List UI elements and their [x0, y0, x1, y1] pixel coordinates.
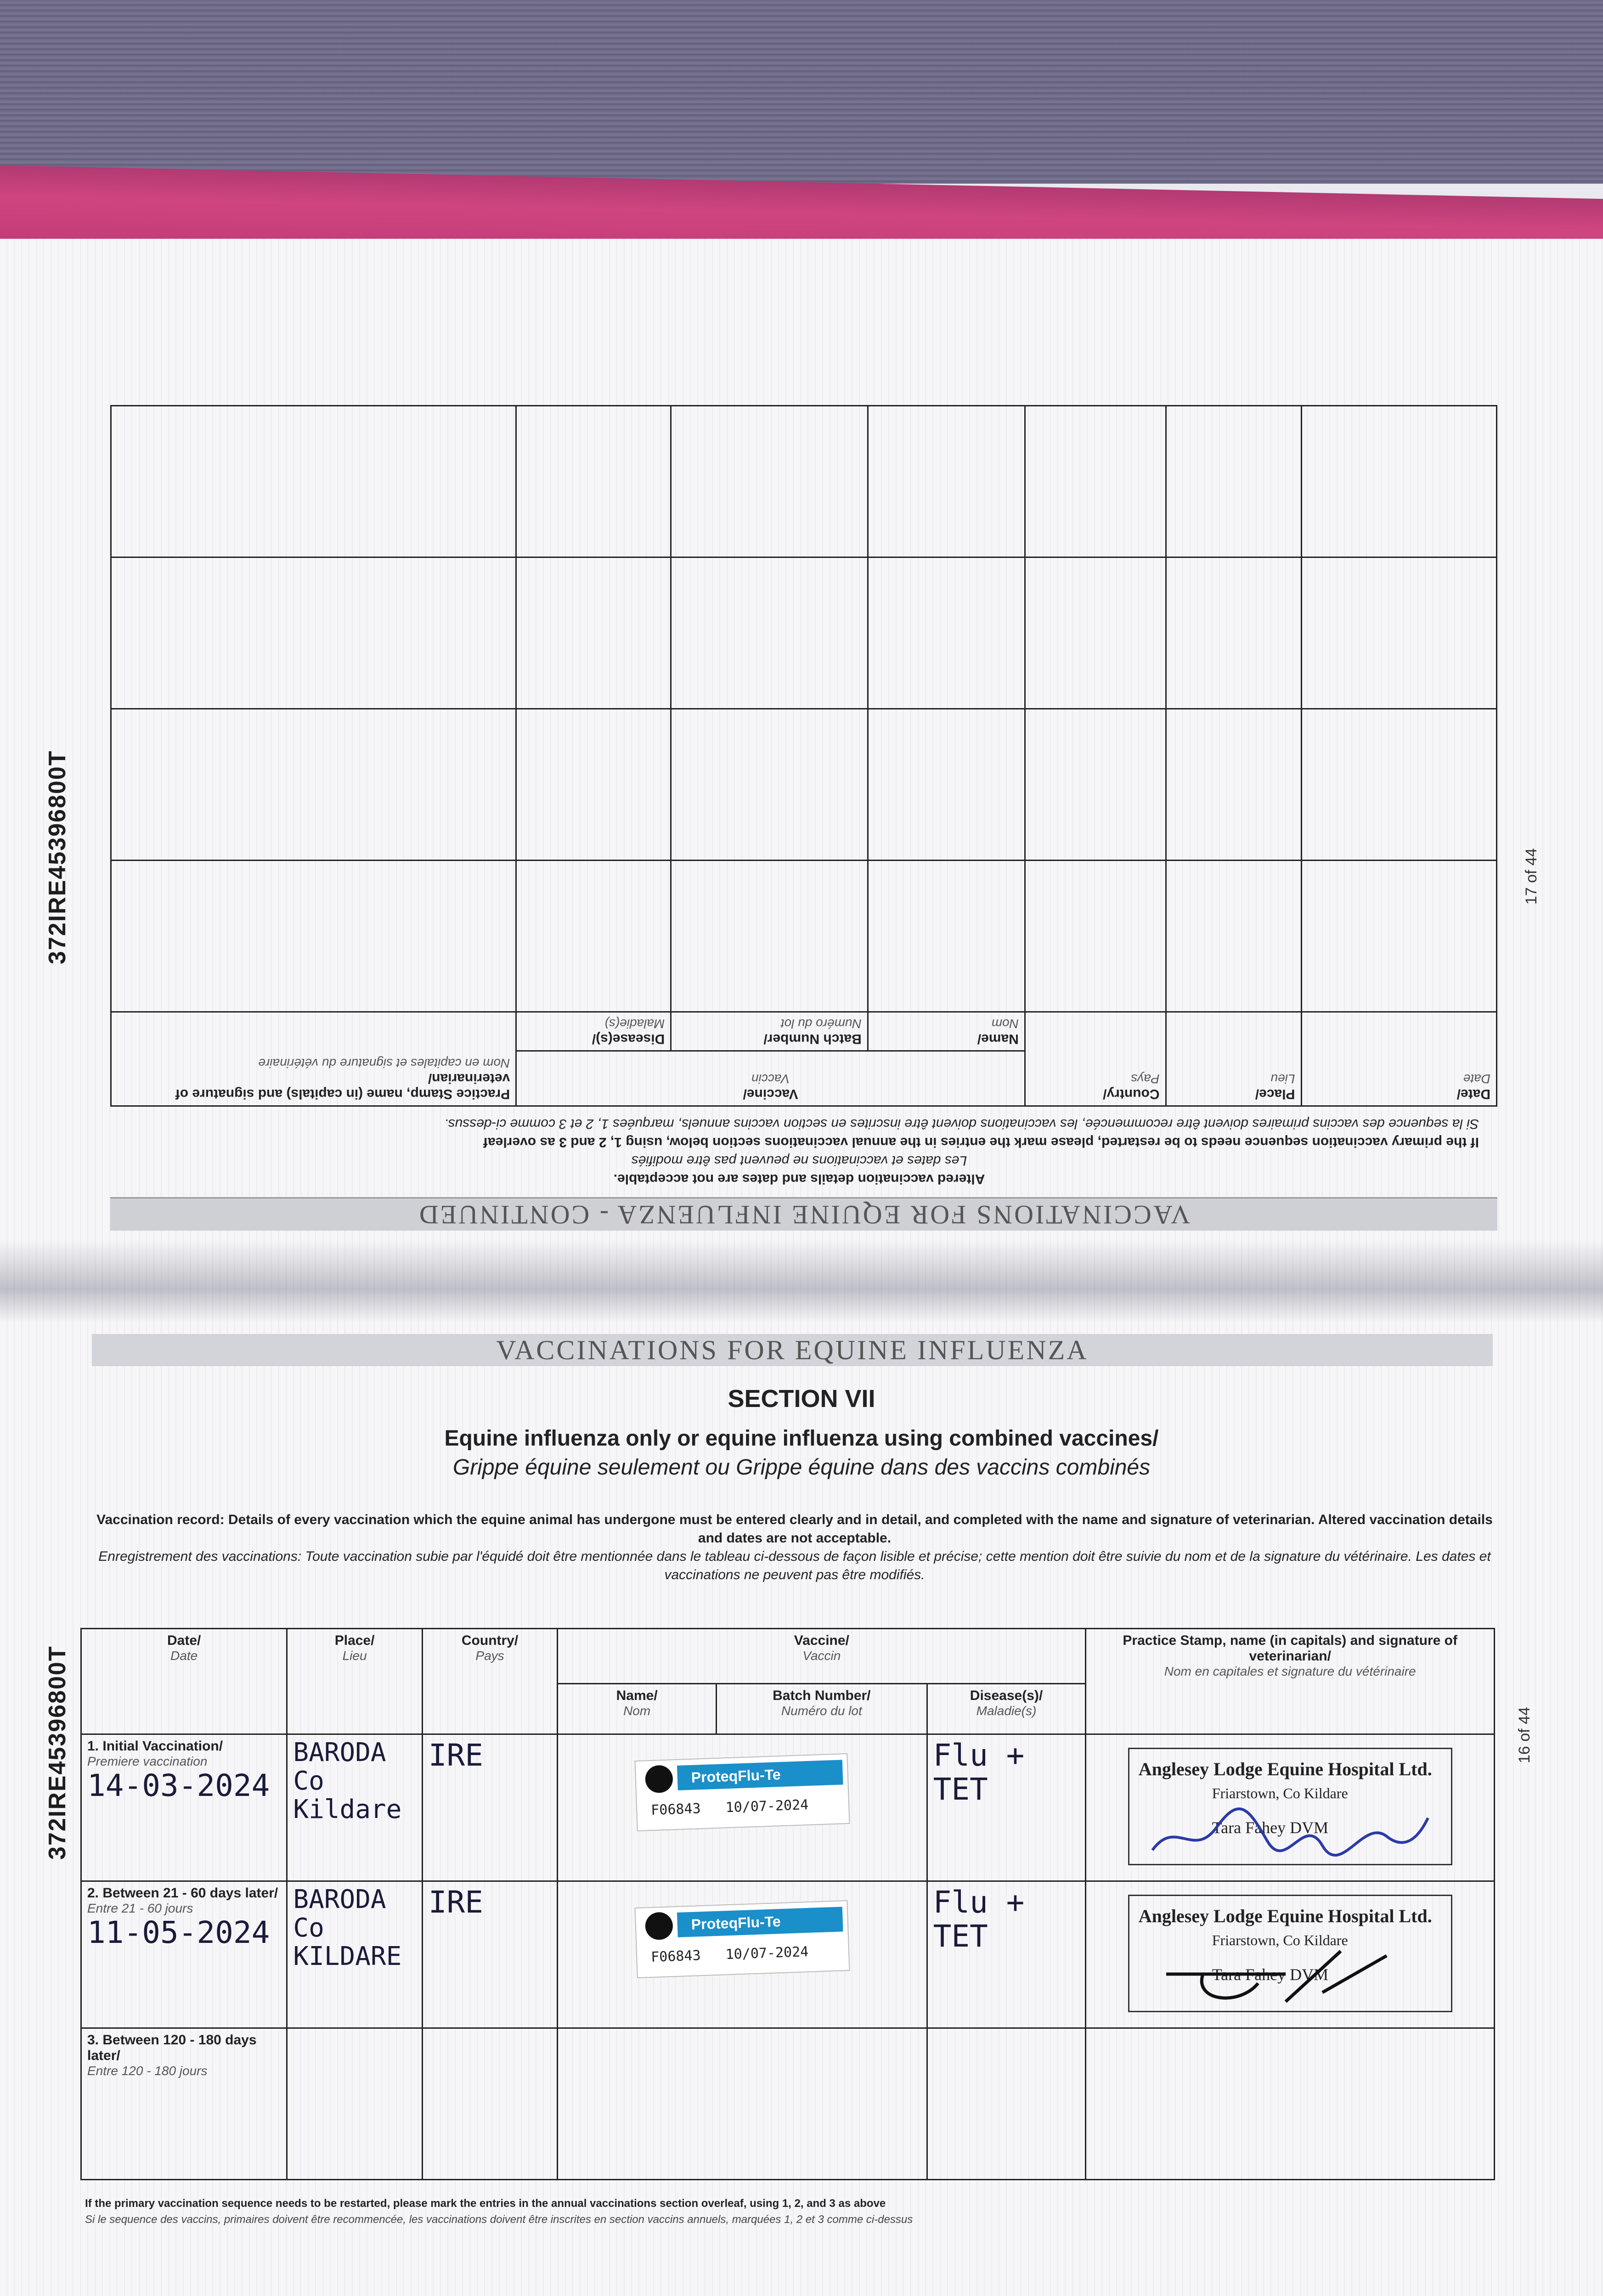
passport-cover	[0, 0, 1603, 184]
th-batch: Batch Number/ Numéro du lot	[671, 1012, 868, 1051]
th-name: Name/ Nom	[558, 1684, 717, 1734]
bottom-page-id-code: 372IRE45396800T	[44, 1645, 71, 1860]
th-vaccine: Vaccine/ Vaccin	[558, 1629, 1086, 1684]
top-page-content	[92, 294, 1507, 1240]
row1-date: 14-03-2024	[87, 1768, 270, 1803]
th-country: Country/ Pays	[1025, 1012, 1166, 1106]
note-altered-fr: Les dates et vaccinations ne peuvent pas être modifiés	[631, 1153, 967, 1168]
top-page-id-code: 372IRE45396800T	[44, 750, 71, 964]
bottom-page-number: 16 of 44	[1516, 1707, 1533, 1763]
vaccination-table	[80, 1628, 1495, 2180]
page-fold	[0, 1240, 1603, 1322]
row1-stamp-cell	[1086, 1734, 1495, 1881]
table-row	[111, 406, 1497, 557]
vaccine-logo-icon	[645, 1912, 673, 1940]
vet-practice-stamp: Anglesey Lodge Equine Hospital Ltd. Friarstown, Co Kildare Tara Fahey DVM	[1128, 1748, 1452, 1865]
th-name: Name/ Nom	[868, 1012, 1025, 1051]
th-stamp: Practice Stamp, name (in capitals) and signature of veterinarian/ Nom en capitales et signature du vétérinaire	[111, 1012, 516, 1106]
note-restart-en: If the primary vaccination sequence needs to be restarted, please mark the entries in the annual vaccinations section below, using 1, 2 and 3 as overleaf	[483, 1135, 1479, 1150]
th-place: Place/ Lieu	[1166, 1012, 1301, 1106]
top-page-banner: VACCINATIONS FOR EQUINE INFLUENZA - CONTINUED	[110, 1197, 1497, 1231]
row2-date: 11-05-2024	[87, 1915, 270, 1950]
row1-country-cell: IRE	[422, 1734, 557, 1881]
row1-disease-cell: Flu + TET	[927, 1734, 1086, 1881]
footer-note-fr: Si le sequence des vaccins, primaires doivent être recommencée, les vaccinations doivent être inscrites en section vaccins annuels, marquées 1, 2 et 3 comme ci-dessus	[85, 2213, 913, 2226]
th-date: Date/ Date	[81, 1629, 287, 1734]
row2-vaccine-cell	[558, 1881, 927, 2028]
th-place: Place/ Lieu	[287, 1629, 422, 1734]
row2-date-cell: 2. Between 21 - 60 days later/ Entre 21 - 60 jours 11-05-2024	[81, 1881, 287, 2028]
row2-disease-cell: Flu + TET	[927, 1881, 1086, 2028]
vet-signature	[1148, 1800, 1433, 1859]
table-row	[81, 2028, 1495, 2180]
th-stamp: Practice Stamp, name (in capitals) and signature of veterinarian/ Nom en capitales et signature du vétérinaire	[1086, 1629, 1495, 1734]
row2-place-cell: BARODA Co KILDARE	[287, 1881, 422, 2028]
row2-vaccine-sticker: ProteqFlu-Te F06843 10/07-2024	[634, 1900, 850, 1978]
subtitle-en: Equine influenza only or equine influenza using combined vaccines/	[444, 1426, 1159, 1451]
table-row	[81, 1881, 1495, 2028]
table-row	[111, 709, 1497, 861]
top-page-number: 17 of 44	[1523, 848, 1540, 905]
section-title: SECTION VII	[728, 1385, 875, 1412]
th-disease: Disease(s)/ Maladie(s)	[516, 1012, 671, 1051]
th-disease: Disease(s)/ Maladie(s)	[927, 1684, 1086, 1734]
footer-note-en: If the primary vaccination sequence needs to be restarted, please mark the entries in the annual vaccinations section overleaf, using 1, 2, and 3 as above	[85, 2197, 886, 2210]
note-altered-en: Altered vaccination details and dates are not acceptable.	[613, 1171, 985, 1187]
note-restart-fr: Si la sequence des vaccins primaires doivent être recommencée, les vaccinations doivent être inscrites en section vaccins annuels, marquées 1, 2 et 3 comme ci-dessus.	[444, 1116, 1479, 1131]
record-instructions-fr: Enregistrement des vaccinations: Toute vaccination subie par l'équidé doit être mentionnée dans le tableau ci-dessous de façon lisible et précise; cette mention doit être suivie du nom et de la signature du vétérinaire. Les dates et vaccinations ne peuvent pas être modifiés.	[98, 1549, 1491, 1582]
table-row	[111, 861, 1497, 1012]
subtitle-fr: Grippe équine seulement ou Grippe équine dans des vaccins combinés	[452, 1455, 1151, 1480]
th-vaccine: Vaccine/ Vaccin	[516, 1051, 1025, 1106]
section-banner: VACCINATIONS FOR EQUINE INFLUENZA	[92, 1334, 1493, 1366]
vet-practice-stamp: Anglesey Lodge Equine Hospital Ltd. Friarstown, Co Kildare Tara Fahey DVM	[1128, 1895, 1452, 2012]
top-vaccination-table	[110, 405, 1497, 1107]
record-instructions-en: Vaccination record: Details of every vaccination which the equine animal has undergone must be entered clearly and in detail, and completed with the name and signature of veterinarian. Altered vaccination details and dates are not acceptable.	[96, 1512, 1493, 1546]
row1-place-cell: BARODA Co Kildare	[287, 1734, 422, 1881]
row1-date-cell: 1. Initial Vaccination/ Premiere vaccination 14-03-2024	[81, 1734, 287, 1881]
row2-stamp-cell	[1086, 1881, 1495, 2028]
th-batch: Batch Number/ Numéro du lot	[717, 1684, 927, 1734]
row2-country-cell: IRE	[422, 1881, 557, 2028]
top-page-notes	[119, 1113, 1479, 1189]
row1-vaccine-cell	[558, 1734, 927, 1881]
table-row	[81, 1734, 1495, 1881]
th-country: Country/ Pays	[422, 1629, 557, 1734]
table-row	[111, 557, 1497, 709]
vet-signature	[1148, 1947, 1433, 2006]
row1-vaccine-sticker: ProteqFlu-Te F06843 10/07-2024	[634, 1753, 850, 1831]
row3-date-cell: 3. Between 120 - 180 days later/ Entre 120 - 180 jours	[81, 2028, 287, 2180]
th-date: Date/ Date	[1301, 1012, 1496, 1106]
vaccine-logo-icon	[645, 1765, 673, 1793]
